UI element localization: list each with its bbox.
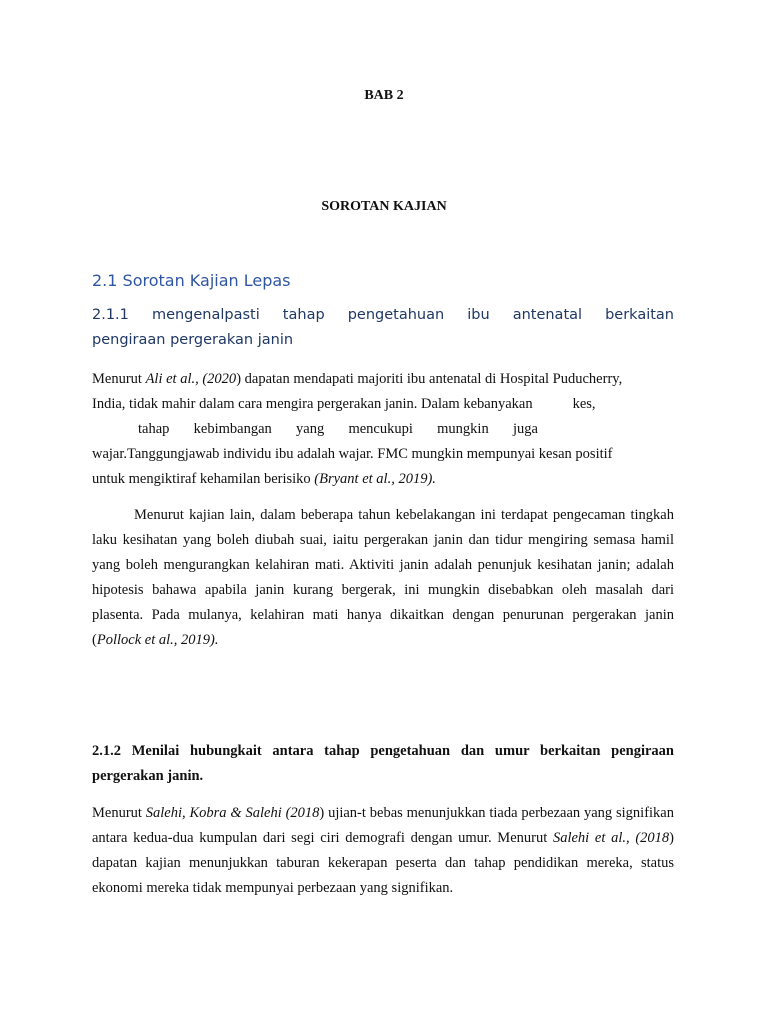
text-span: India, tidak mahir dalam cara mengira pergerakan janin. Dalam kebanyakan [92,396,533,412]
section-heading-2-1-1 [92,303,674,353]
paragraph-1 [92,367,674,492]
word: tahap [138,421,170,437]
citation: Ali et al., (2020 [145,371,237,387]
section-heading-2-1: 2.1 Sorotan Kajian Lepas [92,271,291,290]
chapter-title: BAB 2 [364,88,404,103]
word: yang [296,421,325,437]
word: mungkin [437,421,489,437]
word: mencukupi [348,421,413,437]
paragraph-1-line-3 [92,417,538,442]
heading-line-2: pengiraan pergerakan janin [92,332,294,348]
word: kebimbangan [193,421,272,437]
word: juga [512,421,538,437]
citation: Pollock et al., 2019). [96,632,219,648]
text-span: ) dapatan mendapati majoriti ibu antenatal di Hospital Puducherry, [236,371,623,387]
text-span: ) dapatan kajian menunjukkan taburan kekerapan peserta dan tahap pendidikan mereka, status ekonomi mereka tidak mempunyai perbezaan yang signifikan. [92,830,674,896]
paragraph-1-line-1 [92,367,674,392]
text-span: Menurut [92,805,146,821]
citation: Salehi et al., (2018 [552,830,670,846]
paragraph-1-line-2 [92,392,674,417]
text-span: Menurut [92,371,146,387]
paragraph-1-line-5 [92,467,674,492]
paragraph-1-line-4: wajar.Tanggungjawab individu ibu adalah wajar. FMC mungkin mempunyai kesan positif [92,446,613,462]
text-span: ) ujian-t bebas menunjukkan tiada perbezaan yang signifikan antara kedua-dua kumpulan dari segi ciri demografi dengan umur. Menurut [92,805,674,846]
paragraph-2-text: Menurut kajian lain, dalam beberapa tahun kebelakangan ini terdapat pengecaman tingkah laku kesihatan yang boleh diubah suai, iaitu pergerakan janin dan tidur mengiring semasa hamil yang boleh mengurangkan kelahiran mati. Aktiviti janin adalah penunjuk kesihatan janin; adalah hipotesis bahawa apabila janin kurang bergerak, ini mungkin disebabkan oleh masalah dari plasenta. Pada mulanya, kelahiran mati hanya dikaitkan dengan penurunan pergerakan janin ( [92,507,674,648]
paragraph-2 [92,503,674,653]
text-span: kes, [572,396,596,412]
citation: (Bryant et al., 2019). [314,471,436,487]
text-span: untuk mengiktiraf kehamilan berisiko [92,471,315,487]
chapter-subtitle: SOROTAN KAJIAN [321,199,447,214]
citation: Salehi, Kobra & Salehi (2018 [145,805,320,821]
heading-line-1: 2.1.1 mengenalpasti tahap pengetahuan ibu antenatal berkaitan [92,307,674,323]
paragraph-3 [92,801,674,901]
section-heading-2-1-2: 2.1.2 Menilai hubungkait antara tahap pengetahuan dan umur berkaitan pengiraan pergerakan janin. [92,743,674,784]
